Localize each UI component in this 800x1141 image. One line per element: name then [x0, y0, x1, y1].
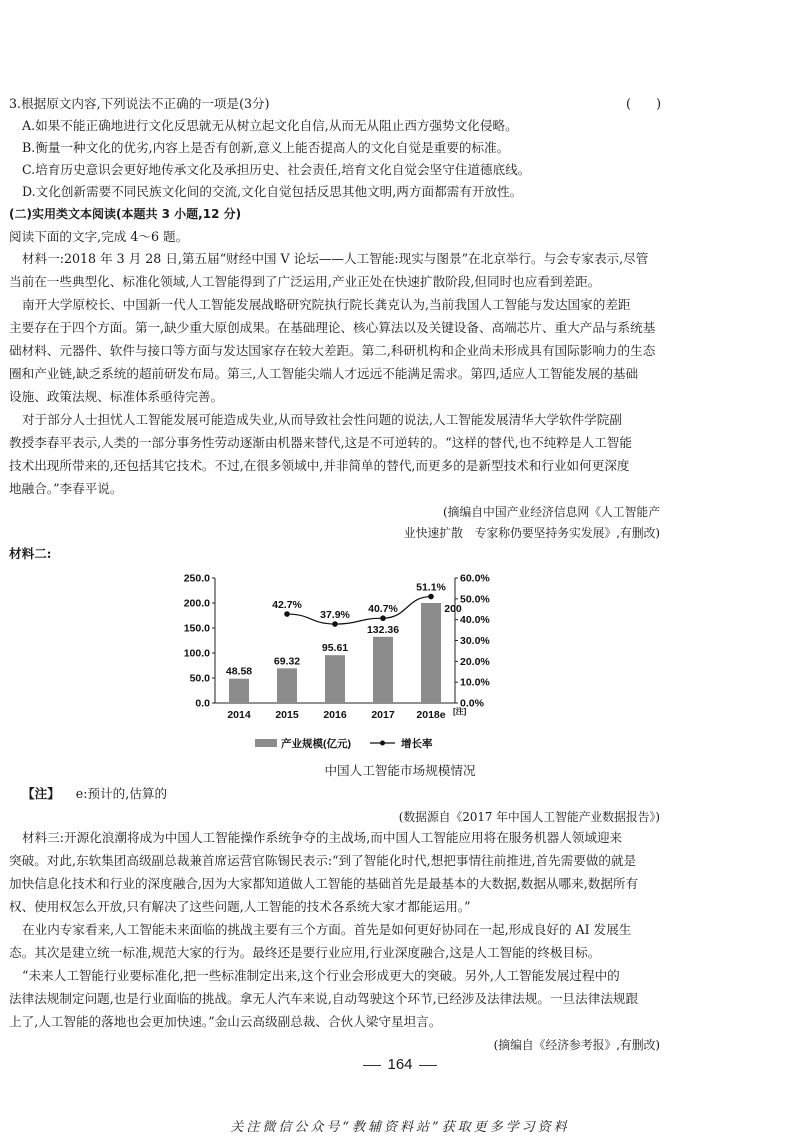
legend-bar-swatch: [255, 739, 277, 747]
y-right-tick-label: 20.0%: [460, 655, 490, 668]
x-tick-label: 2014: [227, 709, 251, 721]
material1-source-line1: (摘编自中国产业经济信息网《人工智能产: [443, 505, 660, 519]
bar: [277, 668, 297, 703]
bar-value-label: 200: [444, 603, 462, 615]
section-heading: (二)实用类文本阅读(本题共 3 小题,12 分): [9, 207, 242, 221]
y-left-tick-label: 50.0: [189, 672, 210, 685]
market-size-chart: [175, 568, 505, 763]
growth-rate-label: 37.9%: [320, 609, 350, 622]
page-number: [0, 1056, 800, 1073]
page-number-left-dash: [363, 1065, 381, 1066]
y-left-tick-label: 0.0: [195, 697, 210, 710]
y-left-tick-label: 250.0: [183, 572, 210, 585]
bar: [325, 655, 345, 703]
q3-answer-bracket: ( ): [626, 96, 662, 111]
y-right-tick-label: 50.0%: [460, 593, 490, 606]
material1-line: 主要存在于四个方面。第一,缺少重大原创成果。在基础理论、核心算法以及关键设备、高端芯片、重大产品与系统基: [9, 320, 656, 335]
x-tick-label: 2015: [275, 709, 299, 721]
material3-line: 材料三:开源化浪潮将成为中国人工智能操作系统争夺的主战场,而中国人工智能应用将在服务机器人领域迎来: [22, 830, 623, 845]
material1-line: 当前在一些典型化、标准化领域,人工智能得到了广泛运用,产业正处在快速扩散阶段,但同时也应看到差距。: [9, 274, 601, 289]
note-text: e:预计的,估算的: [75, 786, 168, 801]
material3-line: 突破。对此,东软集团高级副总裁兼首席运营官陈锡民表示:“到了智能化时代,想把事情往前推进,首先需要做的就是: [9, 853, 637, 868]
y-left-tick-label: 150.0: [183, 622, 210, 635]
y-left-tick-label: 100.0: [183, 647, 210, 660]
material1-line: 材料一:2018 年 3 月 28 日,第五届“财经中国 V 论坛——人工智能:现实与图景”在北京举行。与会专家表示,尽管: [22, 251, 649, 266]
q3-stem: 3.根据原文内容,下列说法不正确的一项是(3分): [9, 96, 270, 111]
material1-line: 南开大学原校长、中国新一代人工智能发展战略研究院执行院长龚克认为,当前我国人工智能与发达国家的差距: [22, 297, 631, 312]
material1-line: 对于部分人士担忧人工智能发展可能造成失业,从而导致社会性问题的说法,人工智能发展清华大学软件学院副: [22, 412, 622, 427]
material1-line: 教授李春平表示,人类的一部分事务性劳动逐渐由机器来替代,这是不可逆转的。“这样的替代,也不纯粹是人工智能: [9, 435, 632, 450]
material1-line: 技术出现所带来的,还包括其它技术。不过,在很多领域中,并非简单的替代,而更多的是新型技术和行业如何更深度: [9, 458, 630, 473]
q3-option-a: A.如果不能正确地进行文化反思就无从树立起文化自信,从而无从阻止西方强势文化侵略。: [22, 118, 518, 133]
x-tick-label: 2018e: [416, 709, 446, 721]
growth-rate-label: 51.1%: [416, 581, 446, 594]
bar-value-label: 69.32: [273, 655, 301, 668]
legend-line-marker: [380, 741, 385, 746]
growth-rate-point: [284, 611, 290, 617]
bar: [421, 603, 441, 703]
page-number-right-dash: [419, 1065, 437, 1066]
footer-watermark: 关注微信公众号“教辅资料站”获取更多学习资料: [230, 1120, 570, 1135]
section-instruction: 阅读下面的文字,完成 4～6 题。: [9, 229, 189, 244]
bar-value-label: 132.36: [366, 623, 400, 636]
growth-rate-point: [428, 594, 434, 600]
material2-source: (数据源自《2017 年中国人工智能产业数据报告》): [398, 810, 660, 824]
material3-line: 在业内专家看来,人工智能未来面临的挑战主要有三个方面。首先是如何更好协同在一起,形成良好的 AI 发展生: [22, 922, 632, 937]
material3-source: (摘编自《经济参考报》,有删改): [493, 1038, 660, 1052]
growth-rate-point: [332, 621, 338, 627]
bar-value-label: 95.61: [321, 642, 349, 655]
legend-bar-label: 产业规模(亿元): [281, 738, 351, 750]
y-right-tick-label: 30.0%: [460, 635, 490, 647]
material1-line: 础材料、元器件、软件与接口等方面与发达国家存在较大差距。第二,科研机构和企业尚未形成具有国际影响力的生态: [9, 343, 656, 358]
material1-line: 设施、政策法规、标准体系亟待完善。: [9, 389, 224, 404]
growth-rate-label: 42.7%: [272, 599, 302, 612]
q3-option-c: C.培育历史意识会更好地传承文化及承担历史、社会责任,培育文化自觉会坚守住道德底线。: [22, 162, 531, 177]
y-left-tick-label: 200.0: [183, 597, 210, 610]
q3-option-b: B.衡量一种文化的优劣,内容上是否有创新,意义上能否提高人的文化自觉是重要的标准。: [22, 140, 510, 155]
material1-source-line2: 业快速扩散 专家称仍要坚持务实发展》,有删改): [403, 526, 660, 540]
y-right-tick-label: 60.0%: [460, 572, 490, 585]
material3-line: 加快信息化技术和行业的深度融合,因为大家都知道做人工智能的基础首先是最基本的大数据,数据从哪来,数据所有: [9, 876, 639, 891]
x-tick-note: [注]: [453, 707, 467, 716]
y-right-tick-label: 40.0%: [460, 614, 490, 627]
material1-line: 地融合。”李春平说。: [9, 481, 123, 496]
q3-option-d: D.文化创新需要不同民族文化间的交流,文化自觉包括反思其他文明,两方面都需有开放性。: [22, 184, 523, 199]
note-label: 【注】: [22, 786, 60, 801]
x-tick-label: 2017: [371, 709, 395, 721]
bar-value-label: 48.58: [225, 665, 253, 678]
bar: [229, 679, 249, 703]
material3-line: 上了,人工智能的落地也会更加快速。”金山云高级副总裁、合伙人梁守星坦言。: [9, 1014, 442, 1029]
growth-rate-line: [287, 597, 431, 625]
chart-caption: 中国人工智能市场规模情况: [324, 763, 476, 778]
material3-line: 态。其次是建立统一标准,规范大家的行为。最终还是要行业应用,行业深度融合,这是人工智能的终极目标。: [9, 945, 601, 960]
material3-line: 权、使用权怎么开放,只有解决了这些问题,人工智能的技术各系统大家才都能运用。”: [9, 899, 471, 914]
material3-line: 法律法规制定问题,也是行业面临的挑战。拿无人汽车来说,自动驾驶这个环节,已经涉及法律法规。一旦法律法规跟: [9, 991, 639, 1006]
growth-rate-point: [380, 615, 386, 621]
material1-line: 圈和产业链,缺乏系统的超前研发布局。第三,人工智能尖端人才远远不能满足需求。第四,适应人工智能发展的基础: [9, 366, 639, 381]
y-right-tick-label: 10.0%: [460, 676, 490, 689]
legend-line-label: 增长率: [401, 738, 433, 750]
growth-rate-label: 40.7%: [368, 603, 398, 616]
y-right-tick-label: 0.0%: [460, 697, 484, 710]
page-number-value: 164: [387, 1056, 413, 1073]
bar: [373, 637, 393, 703]
material2-label: 材料二:: [9, 546, 52, 561]
material3-line: “未来人工智能行业要标准化,把一些标准制定出来,这个行业会形成更大的突破。另外,人工智能发展过程中的: [22, 968, 620, 983]
x-tick-label: 2016: [323, 709, 347, 721]
